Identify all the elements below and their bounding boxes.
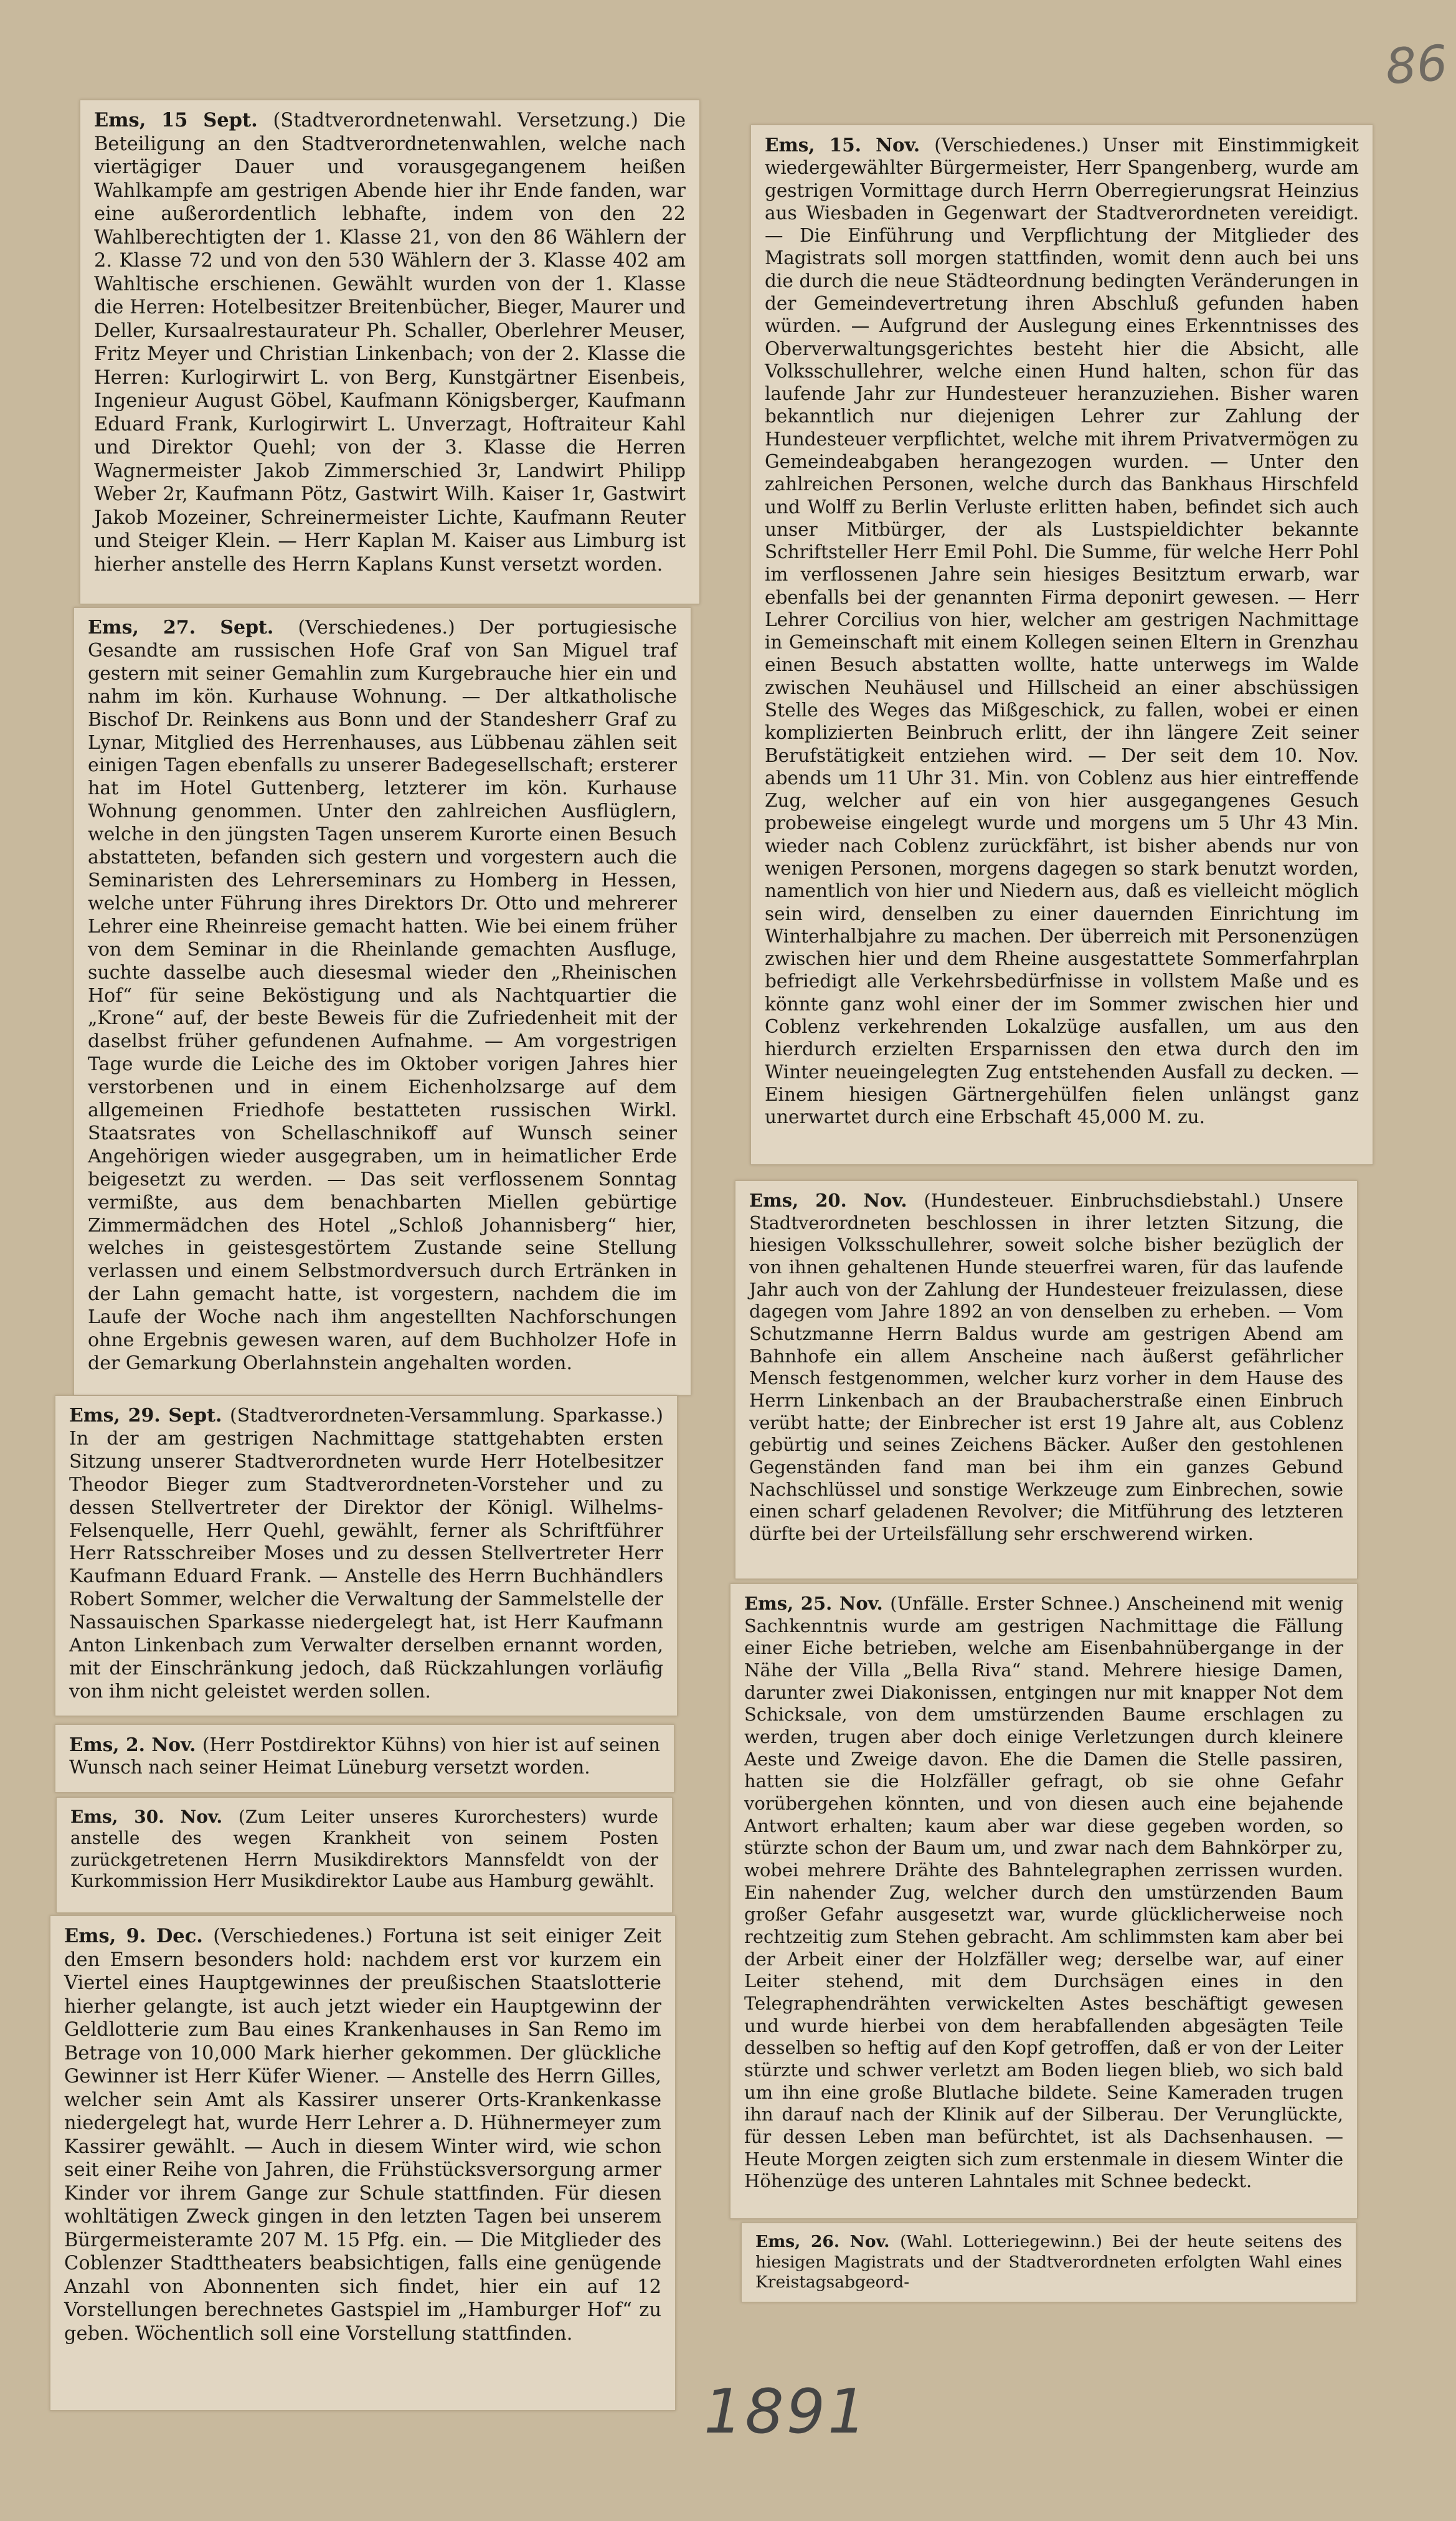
page-number: 86 xyxy=(1383,35,1450,96)
article-clipping xyxy=(741,2223,1356,2302)
article-text: (Verschiedenes.) Fortuna ist seit einiger Zeit den Emsern besonders hold: nachdem erst vor kurzem ein Viertel eines Hauptgewinnes der preußischen Staatslotterie hierher gelangte, ist auch jetzt wieder ein Hauptgewinn der Geldlotterie zum Bau eines Krankenhauses in San Remo im Betrage von 10,000 Mark hierher gekommen. Der glückliche Gewinner ist Herr Küfer Wiener. — Anstelle des Herrn Gilles, welcher sein Amt als Kassirer unserer Orts-Krankenkasse niedergelegt hat, wurde Herr Lehrer a. D. Hühnermeyer zum Kassirer gewählt. — Auch in diesem Winter wird, wie schon seit einer Reihe von Jahren, die Frühstücksversorgung armer Kinder vor ihrem Gange zur Schule stattfinden. Für diesen wohltätigen Zweck gingen in den letzten Tagen bei unserem Bürgermeisteramte 207 M. 15 Pfg. ein. — Die Mitglieder des Coblenzer Stadttheaters beabsichtigen, falls eine genügende Anzahl von Abonnenten sich findet, hier ein auf 12 Vorstellungen berechnetes Gastspiel im „Hamburger Hof“ zu geben. Wöchentlich soll eine Vorstellung stattfinden. xyxy=(64,1925,661,2345)
article-heading: Ems, 25. Nov. xyxy=(744,1593,891,1614)
article-clipping xyxy=(735,1180,1358,1579)
article-clipping xyxy=(55,1395,678,1716)
article-clipping xyxy=(56,1797,673,1913)
article-text: (Verschiedenes.) Unser mit Einstimmigkeit wiedergewählter Bürgermeister, Herr Spangenberg, wurde am gestrigen Vormittage durch Herrn Oberregierungsrat Heinzius aus Wiesbaden in Gegenwart der Stadtverordneten vereidigt. — Die Einführung und Verpflichtung der Mitglieder des Magistrats soll morgen stattfinden, womit denn auch bei uns die durch die neue Städteordnung bedingten Veränderungen in der Gemeindevertretung ihren Abschluß gefunden haben würden. — Aufgrund der Auslegung eines Erkenntnisses des Oberverwaltungsgerichtes besteht hier die Absicht, alle Volksschullehrer, welche einen Hund halten, schon für das laufende Jahr zur Hundesteuer heranzuziehen. Bisher waren bekanntlich nur diejenigen Lehrer zur Zahlung der Hundesteuer verpflichtet, welche mit ihrem Privatvermögen zu Gemeindeabgaben herangezogen wurden. — Unter den zahlreichen Personen, welche durch das Bankhaus Hirschfeld und Wolff zu Berlin Verluste erlitten haben, befindet sich auch unser Mitbürger, der als Lustspieldichter bekannte Schriftsteller Herr Emil Pohl. Die Summe, für welche Herr Pohl im verflossenen Jahre sein hiesiges Besitztum erwarb, war ebenfalls bei der genannten Firma deponirt gewesen. — Herr Lehrer Corcilius von hier, welcher am gestrigen Nachmittage in Gemeinschaft mit einem Kollegen seinen Eltern in Grenzhau einen Besuch abstatten wollte, hatte unterwegs im Walde zwischen Neuhäusel und Hillscheid an einer abschüssigen Stelle des Weges das Mißgeschick, zu fallen, wobei er einen komplizierten Beinbruch erlitt, der ihn längere Zeit seiner Berufstätigkeit entziehen wird. — Der seit dem 10. Nov. abends um 11 Uhr 31. Min. von Coblenz aus hier eintreffende Zug, welcher auf ein von hier ausgegangenes Gesuch probeweise eingelegt wurde und morgens um 5 Uhr 43 Min. wieder nach Coblenz zurückfährt, ist bisher abends nur von wenigen Personen, morgens dagegen so stark benutzt worden, namentlich von hier und Niedern aus, daß es vielleicht möglich sein wird, denselben zu einer dauernden Einrichtung im Winterhalbjahre zu machen. Der überreich mit Personenzügen zwischen hier und dem Rheine ausgestattete Sommerfahrplan befriedigt alle Verkehrsbedürfnisse in vollstem Maße und es könnte ganz wohl einer der im Sommer zwischen hier und Coblenz verkehrenden Lokalzüge ausfallen, um aus den hierdurch erzielten Ersparnissen den etwa durch den im Winter neueingelegten Zug entstehenden Ausfall zu decken. — Einem hiesigen Gärtnergehülfen fielen unlängst ganz unerwartet durch eine Erbschaft 45,000 M. zu. xyxy=(765,135,1359,1128)
year-annotation: 1891 xyxy=(704,2376,869,2447)
article-clipping xyxy=(50,1916,676,2411)
article-text: (Unfälle. Erster Schnee.) Anscheinend mit wenig Sachkenntnis wurde am gestrigen Nachmittage die Fällung einer Eiche betrieben, welche am Eisenbahnübergange in der Nähe der Villa „Bella Riva“ stand. Mehrere hiesige Damen, darunter zwei Diakonissen, entgingen nur mit knapper Not dem Schicksale, von dem umstürzenden Baume erschlagen zu werden, trugen aber doch einige Verletzungen durch kleinere Aeste und Zweige davon. Ehe die Damen die Stelle passiren, hatten sie die Holzfäller gefragt, ob sie ohne Gefahr vorübergehen könnten, und von diesen auch eine bejahende Antwort erhalten; kaum aber war diese gegeben worden, so stürzte schon der Baum um, und zwar nach dem Bahnkörper zu, wobei mehrere Drähte des Bahntelegraphen zerrissen wurden. Ein nahender Zug, welcher durch den umstürzenden Baum großer Gefahr ausgesetzt war, wurde glücklicherweise noch rechtzeitig zum Stehen gebracht. Am schlimmsten kam aber bei der Arbeit einer der Holzfäller weg; derselbe war, auf einer Leiter stehend, mit dem Durchsägen eines in den Telegraphendrähten verwickelten Astes beschäftigt gewesen und wurde hierbei von dem herabfallenden abgesägten Teile desselben so heftig auf den Kopf getroffen, daß er von der Leiter stürzte und schwer verletzt am Boden liegen blieb, wo sich bald um ihn eine große Blutlache bildete. Seine Kameraden trugen ihn darauf nach der Klinik auf der Silberau. Der Verunglückte, für dessen Leben man befürchtet, ist als Dachsenhausen. — Heute Morgen zeigten sich zum erstenmale in diesem Winter die Höhenzüge des unteren Lahntales mit Schnee bedeckt. xyxy=(744,1593,1343,2192)
article-text: (Stadtverordnetenwahl. Versetzung.) Die Beteiligung an den Stadtverordnetenwahlen, welche nach viertägiger Dauer und vorausgegangenem heißen Wahlkampfe am gestrigen Abende hier ihr Ende fanden, war eine außerordentlich lebhafte, indem von den 22 Wahlberechtigten der 1. Klasse 21, von den 86 Wählern der 2. Klasse 72 und von den 530 Wählern der 3. Klasse 402 am Wahltische erschienen. Gewählt wurden von der 1. Klasse die Herren: Hotelbesitzer Breitenbücher, Bieger, Maurer und Deller, Kursaalrestaurateur Ph. Schaller, Oberlehrer Meuser, Fritz Meyer und Christian Linkenbach; von der 2. Klasse die Herren: Kurlogirwirt L. von Berg, Kunstgärtner Eisenbeis, Ingenieur August Göbel, Kaufmann Königsberger, Kaufmann Eduard Frank, Kurlogirwirt L. Unverzagt, Hoftraiteur Kahl und Direktor Quehl; von der 3. Klasse die Herren Wagnermeister Jakob Zimmerschied 3r, Landwirt Philipp Weber 2r, Kaufmann Pötz, Gastwirt Wilh. Kaiser 1r, Gastwirt Jakob Mozeiner, Schreinermeister Lichte, Kaufmann Reuter und Steiger Klein. — Herr Kaplan M. Kaiser aus Limburg ist hierher anstelle des Herrn Kaplans Kunst versetzt worden. xyxy=(94,110,686,576)
article-text: (Wahl. Lotteriegewinn.) Bei der heute seitens des hiesigen Magistrats und der Stadtverordneten erfolgten Wahl eines Kreistagsabgeord- xyxy=(755,2232,1342,2292)
article-text: (Hundesteuer. Einbruchsdiebstahl.) Unsere Stadtverordneten beschlossen in ihrer letzten Sitzung, die hiesigen Volksschullehrer, soweit solche bisher bezüglich der von ihnen gehaltenen Hunde steuerfrei waren, für das laufende Jahr auch von der Zahlung der Hundesteuer freizulassen, diese dagegen vom Jahre 1892 an von denselben zu erheben. — Vom Schutzmanne Herrn Baldus wurde am gestrigen Abend am Bahnhofe ein allem Anscheine nach äußerst gefährlicher Mensch festgenommen, welcher kurz vorher in dem Hause des Herrn Linkenbach an der Braubacherstraße einen Einbruch verübt hatte; der Einbrecher ist erst 19 Jahre alt, aus Coblenz gebürtig und seines Zeichens Bäcker. Außer den gestohlenen Gegenständen fand man bei ihm ein ganzes Gebund Nachschlüssel und sonstige Werkzeuge zum Einbrechen, sowie einen scharf geladenen Revolver; die Mitführung des letzteren dürfte bei der Urteilsfällung sehr erschwerend wirken. xyxy=(749,1190,1343,1545)
article-text: (Zum Leiter unseres Kurorchesters) wurde anstelle des wegen Krankheit von seinem Posten zurückgetretenen Herrn Musikdirektors Mannsfeldt von der Kurkommission Herr Musikdirektor Laube aus Hamburg gewählt. xyxy=(70,1806,658,1892)
article-heading: Ems, 15 Sept. xyxy=(94,109,273,131)
article-clipping xyxy=(55,1724,674,1793)
article-clipping xyxy=(750,125,1373,1165)
article-heading: Ems, 9. Dec. xyxy=(64,1925,214,1947)
article-heading: Ems, 26. Nov. xyxy=(755,2232,901,2251)
article-clipping xyxy=(73,607,691,1395)
article-heading: Ems, 2. Nov. xyxy=(69,1734,202,1755)
article-heading: Ems, 30. Nov. xyxy=(70,1806,239,1827)
article-text: (Herr Postdirektor Kühns) von hier ist auf seinen Wunsch nach seiner Heimat Lüneburg versetzt worden. xyxy=(69,1734,660,1778)
article-clipping xyxy=(80,100,700,604)
article-heading: Ems, 20. Nov. xyxy=(749,1190,924,1211)
article-heading: Ems, 29. Sept. xyxy=(69,1405,230,1427)
article-heading: Ems, 15. Nov. xyxy=(765,134,935,156)
article-clipping xyxy=(730,1583,1358,2219)
article-heading: Ems, 27. Sept. xyxy=(88,617,298,639)
article-text: (Verschiedenes.) Der portugiesische Gesandte am russischen Hofe Graf von San Miguel traf gestern mit seiner Gemahlin zum Kurgebrauche hier ein und nahm im kön. Kurhause Wohnung. — Der altkatholische Bischof Dr. Reinkens aus Bonn und der Standesherr Graf zu Lynar, Mitglied des Herrenhauses, aus Lübbenau zählen seit einigen Tagen ebenfalls zu unserer Badegesellschaft; ersterer hat im Hotel Guttenberg, letzterer im kön. Kurhause Wohnung genommen. Unter den zahlreichen Ausflüglern, welche in den jüngsten Tagen unserem Kurorte einen Besuch abstatteten, befanden sich gestern und vorgestern auch die Seminaristen des Lehrerseminars zu Homberg in Hessen, welche unter Führung ihres Direktors Dr. Otto und mehrerer Lehrer eine Rheinreise gemacht hatten. Wie bei einem früher von dem Seminar in die Rheinlande gemachten Ausfluge, suchte dasselbe auch diesesmal wieder den „Rheinischen Hof“ für seine Beköstigung und als Nachtquartier die „Krone“ auf, der beste Beweis für die Zufriedenheit mit der daselbst früher gefundenen Aufnahme. — Am vorgestrigen Tage wurde die Leiche des im Oktober vorigen Jahres hier verstorbenen und in einem Eichenholzsarge auf dem allgemeinen Friedhofe bestatteten russischen Wirkl. Staatsrates von Schellaschnikoff auf Wunsch seiner Angehörigen wieder ausgegraben, um in heimatlicher Erde beigesetzt zu werden. — Das seit verflossenem Sonntag vermißte, aus dem benachbarten Miellen gebürtige Zimmermädchen des Hotel „Schloß Johannisberg“ hier, welches in geistesgestörtem Zustande seine Stellung verlassen und einem Selbstmordversuch durch Ertränken in der Lahn gemacht hatte, ist vorgestern, nachdem die im Laufe der Woche nach ihm angestellten Nachforschungen ohne Ergebnis gewesen waren, auf dem Buchholzer Hofe in der Gemarkung Oberlahnstein angehalten worden. xyxy=(88,617,678,1374)
article-text: (Stadtverordneten-Versammlung. Sparkasse.) In der am gestrigen Nachmittage stattgehabten ersten Sitzung unserer Stadtverordneten wurde Herr Hotelbesitzer Theodor Bieger zum Stadtverordneten-Vorsteher und zu dessen Stellvertreter der Direktor der Königl. Wilhelms-Felsenquelle, Herr Quehl, gewählt, ferner als Schriftführer Herr Ratsschreiber Moses und zu dessen Stellvertreter Herr Kaufmann Eduard Frank. — Anstelle des Herrn Buchhändlers Robert Sommer, welcher die Verwaltung der Sammelstelle der Nassauischen Sparkasse niedergelegt hat, ist Herr Kaufmann Anton Linkenbach zum Verwalter derselben ernannt worden, mit der Einschränkung jedoch, daß Rückzahlungen vorläufig von ihm nicht geleistet werden sollen. xyxy=(69,1405,664,1702)
